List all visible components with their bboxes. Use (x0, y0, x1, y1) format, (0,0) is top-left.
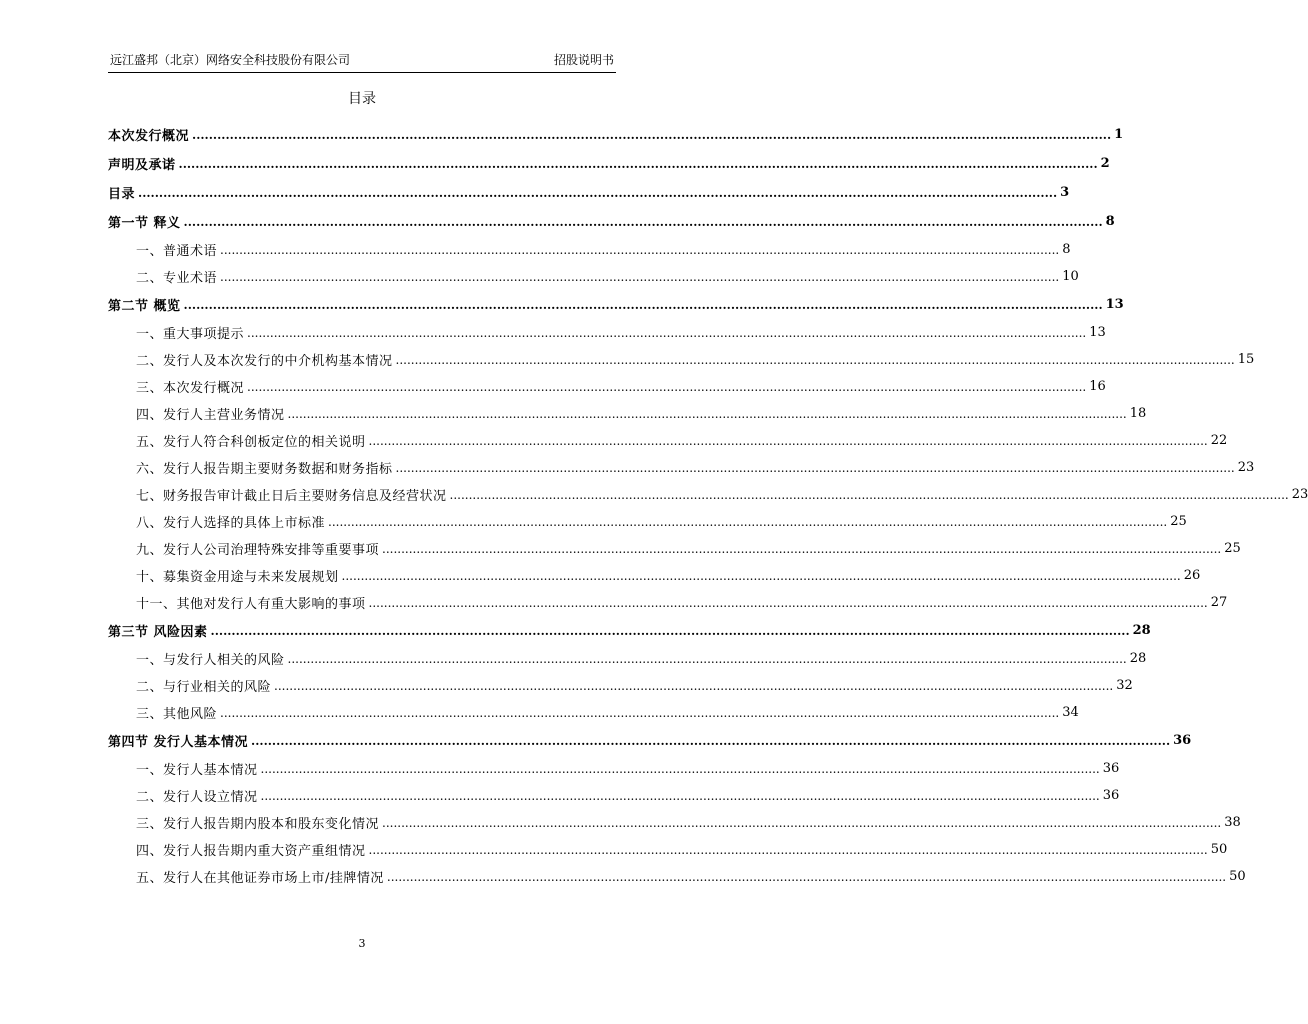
toc-entry-page: 16 (1089, 379, 1106, 394)
toc-entry-label: 四、发行人报告期内重大资产重组情况 (136, 844, 366, 859)
toc-entry-page: 13 (1089, 325, 1106, 340)
toc-entry-chapter[interactable] (108, 207, 1115, 236)
toc-entry-section[interactable] (108, 319, 1106, 346)
toc-entry-chapter[interactable] (108, 726, 1192, 755)
toc-entry-label: 一、与发行人相关的风险 (136, 653, 285, 668)
toc-entry-page: 28 (1132, 623, 1151, 638)
toc-entry-section[interactable] (108, 699, 1079, 726)
toc-entry-label: 三、其他风险 (136, 707, 218, 722)
toc-entry-section[interactable] (108, 400, 1147, 427)
toc-entry-page: 28 (1129, 651, 1147, 666)
toc-entry-page: 15 (1237, 352, 1255, 367)
toc-entry-page: 23 (1237, 460, 1255, 475)
toc-entry-page: 50 (1229, 869, 1246, 884)
toc-entry-page: 13 (1105, 297, 1124, 312)
toc-entry-label: 声明及承诺 (108, 158, 176, 173)
toc-entry-section[interactable] (108, 481, 1308, 508)
toc-entry-section[interactable] (108, 672, 1133, 699)
toc-entry-label: 本次发行概况 (108, 129, 190, 144)
toc-entry-section[interactable] (108, 836, 1228, 863)
toc-entry-page: 23 (1291, 487, 1308, 502)
header-company-name: 远江盛邦（北京）网络安全科技股份有限公司 (110, 53, 351, 67)
toc-dot-leader: ............................................................................................................................................................................................................................ (183, 297, 1103, 312)
toc-dot-leader: ............................................................................................................................................................................................................................ (328, 514, 1168, 529)
toc-entry-section[interactable] (108, 782, 1120, 809)
toc-entry-section[interactable] (108, 755, 1120, 782)
toc-dot-leader: ............................................................................................................................................................................................................................ (368, 842, 1208, 857)
toc-entry-page: 8 (1062, 242, 1071, 257)
toc-entry-label: 目录 (108, 187, 136, 202)
toc-entry-section[interactable] (108, 589, 1228, 616)
toc-entry-chapter[interactable] (108, 120, 1124, 149)
toc-entry-page: 27 (1210, 595, 1228, 610)
toc-entry-page: 38 (1224, 815, 1241, 830)
toc-entry-page: 50 (1210, 842, 1228, 857)
toc-entry-label: 四、发行人主营业务情况 (136, 408, 285, 423)
page-title: 目录 (348, 91, 376, 107)
toc-entry-chapter[interactable] (108, 178, 1070, 207)
toc-entry-section[interactable] (108, 346, 1255, 373)
toc-entry-page: 36 (1173, 733, 1192, 748)
toc-entry-page: 1 (1114, 127, 1124, 142)
toc-entry-label: 二、与行业相关的风险 (136, 680, 272, 695)
toc-entry-label: 八、发行人选择的具体上市标准 (136, 516, 326, 531)
toc-entry-page: 10 (1062, 269, 1079, 284)
page-header (108, 50, 616, 73)
toc-entry-label: 第一节 释义 (108, 216, 181, 231)
toc-entry-section[interactable] (108, 809, 1241, 836)
toc-entry-label: 第二节 概览 (108, 299, 181, 314)
toc-entry-label: 一、普通术语 (136, 244, 218, 259)
toc-entry-page: 36 (1102, 761, 1120, 776)
table-of-contents (108, 120, 1308, 890)
toc-entry-label: 九、发行人公司治理特殊安排等重要事项 (136, 543, 380, 558)
toc-dot-leader: ............................................................................................................................................................................................................................ (138, 185, 1058, 200)
toc-entry-section[interactable] (108, 645, 1147, 672)
toc-dot-leader: ............................................................................................................................................................................................................................ (395, 352, 1235, 367)
toc-dot-leader: ............................................................................................................................................................................................................................ (287, 406, 1127, 421)
toc-entry-label: 二、专业术语 (136, 271, 218, 286)
toc-entry-label: 三、发行人报告期内股本和股东变化情况 (136, 817, 380, 832)
toc-entry-page: 22 (1210, 433, 1228, 448)
toc-entry-page: 26 (1183, 568, 1201, 583)
toc-dot-leader: ............................................................................................................................................................................................................................ (178, 156, 1098, 171)
header-document-type: 招股说明书 (553, 53, 614, 67)
toc-entry-label: 三、本次发行概况 (136, 381, 245, 396)
toc-dot-leader: ............................................................................................................................................................................................................................ (247, 379, 1087, 394)
toc-dot-leader: ............................................................................................................................................................................................................................ (368, 433, 1208, 448)
toc-entry-page: 25 (1170, 514, 1187, 529)
toc-entry-page: 18 (1129, 406, 1147, 421)
toc-dot-leader: ............................................................................................................................................................................................................................ (395, 460, 1235, 475)
toc-dot-leader: ............................................................................................................................................................................................................................ (287, 651, 1127, 666)
page-number: 3 (358, 937, 366, 950)
toc-dot-leader: ............................................................................................................................................................................................................................ (386, 869, 1227, 884)
toc-entry-label: 第四节 发行人基本情况 (108, 735, 249, 750)
toc-entry-page: 8 (1105, 214, 1115, 229)
toc-entry-section[interactable] (108, 508, 1187, 535)
toc-dot-leader: ............................................................................................................................................................................................................................ (247, 325, 1087, 340)
toc-entry-label: 一、发行人基本情况 (136, 763, 258, 778)
toc-dot-leader: ............................................................................................................................................................................................................................ (260, 761, 1100, 776)
toc-entry-page: 25 (1224, 541, 1241, 556)
toc-dot-leader: ............................................................................................................................................................................................................................ (220, 705, 1060, 720)
toc-entry-label: 十一、其他对发行人有重大影响的事项 (136, 597, 366, 612)
toc-entry-label: 二、发行人及本次发行的中介机构基本情况 (136, 354, 393, 369)
toc-entry-label: 第三节 风险因素 (108, 625, 208, 640)
toc-entry-section[interactable] (108, 863, 1246, 890)
toc-entry-label: 五、发行人符合科创板定位的相关说明 (136, 435, 366, 450)
toc-entry-section[interactable] (108, 562, 1201, 589)
toc-entry-label: 六、发行人报告期主要财务数据和财务指标 (136, 462, 393, 477)
toc-entry-label: 七、财务报告审计截止日后主要财务信息及经营状况 (136, 489, 447, 504)
toc-entry-page: 32 (1116, 678, 1133, 693)
toc-dot-leader: ............................................................................................................................................................................................................................ (341, 568, 1181, 583)
toc-dot-leader: ............................................................................................................................................................................................................................ (183, 214, 1103, 229)
toc-entry-section[interactable] (108, 535, 1241, 562)
toc-entry-chapter[interactable] (108, 149, 1110, 178)
toc-dot-leader: ............................................................................................................................................................................................................................ (449, 487, 1289, 502)
toc-dot-leader: ............................................................................................................................................................................................................................ (192, 127, 1112, 142)
toc-entry-label: 一、重大事项提示 (136, 327, 245, 342)
toc-entry-page: 36 (1102, 788, 1120, 803)
toc-entry-label: 十、募集资金用途与未来发展规划 (136, 570, 339, 585)
toc-dot-leader: ............................................................................................................................................................................................................................ (220, 242, 1060, 257)
toc-dot-leader: ............................................................................................................................................................................................................................ (251, 733, 1171, 748)
toc-entry-chapter[interactable] (108, 616, 1151, 645)
toc-dot-leader: ............................................................................................................................................................................................................................ (382, 541, 1222, 556)
toc-dot-leader: ............................................................................................................................................................................................................................ (260, 788, 1100, 803)
toc-dot-leader: ............................................................................................................................................................................................................................ (382, 815, 1222, 830)
toc-dot-leader: ............................................................................................................................................................................................................................ (220, 269, 1060, 284)
toc-entry-label: 五、发行人在其他证券市场上市/挂牌情况 (136, 871, 384, 886)
toc-entry-section[interactable] (108, 373, 1106, 400)
toc-entry-chapter[interactable] (108, 290, 1124, 319)
toc-dot-leader: ............................................................................................................................................................................................................................ (274, 678, 1114, 693)
toc-entry-section[interactable] (108, 263, 1079, 290)
toc-dot-leader: ............................................................................................................................................................................................................................ (210, 623, 1130, 638)
toc-dot-leader: ............................................................................................................................................................................................................................ (368, 595, 1208, 610)
toc-entry-label: 二、发行人设立情况 (136, 790, 258, 805)
toc-entry-page: 2 (1100, 156, 1110, 171)
toc-entry-page: 3 (1060, 185, 1070, 200)
toc-entry-section[interactable] (108, 454, 1255, 481)
toc-entry-page: 34 (1062, 705, 1079, 720)
toc-entry-section[interactable] (108, 427, 1228, 454)
toc-entry-section[interactable] (108, 236, 1071, 263)
